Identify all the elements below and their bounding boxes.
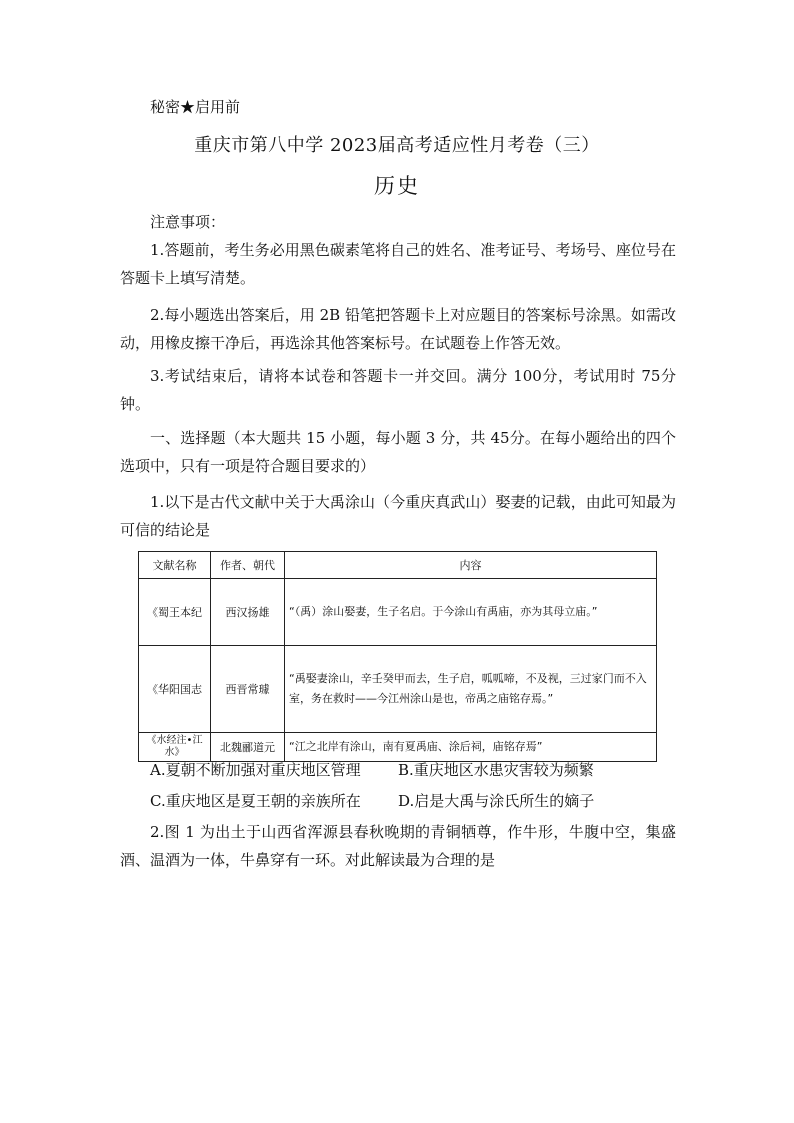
exam-title: 重庆市第八中学 2023届高考适应性月考卷（三） [194,135,600,156]
table-header-cell: 内容 [285,552,657,579]
notice-item-1: 1.答题前，考生务必用黑色碳素笔将自己的姓名、准考证号、考场号、座位号在答题卡上填写清楚。 [120,241,676,287]
reference-table [138,551,657,762]
source-author: 西汉扬雄 [211,579,285,646]
notice-item-3: 3.考试结束后，请将本试卷和答题卡一并交回。满分 100分，考试用时 75分钟。 [120,367,676,413]
question-1-stem: 1.以下是古代文献中关于大禹涂山（今重庆真武山）娶妻的记载，由此可知最为可信的结论是 [120,493,676,539]
notice-item-2: 2.每小题选出答案后，用 2B 铅笔把答题卡上对应题目的答案标号涂黑。如需改动，用橡皮擦干净后，再选涂其他答案标号。在试题卷上作答无效。 [120,306,676,352]
table-row [139,579,657,646]
option-b[interactable]: B.重庆地区水患灾害较为频繁 [398,761,594,779]
source-name: 《水经注•江水》 [139,733,211,762]
subject-title: 历史 [374,174,420,198]
notice-heading: 注意事项： [150,213,226,231]
source-content: “江之北岸有涂山，南有夏禹庙、涂后祠，庙铭存焉” [285,733,657,762]
source-content: “（禹）涂山娶妻，生子名启。于今涂山有禹庙，亦为其母立庙。” [285,579,657,646]
option-c[interactable]: C.重庆地区是夏王朝的亲族所在 [150,792,361,810]
source-name: 《蜀王本纪 [139,579,211,646]
source-content: “禹娶妻涂山，辛壬癸甲而去，生子启，呱呱啼，不及视，三过家门而不入室，务在救时——今江州涂山是也，帝禹之庙铭存焉。” [285,646,657,733]
table-header-row [139,552,657,579]
table-row [139,646,657,733]
source-name: 《华阳国志 [139,646,211,733]
confidential-label: 秘密★启用前 [150,98,241,116]
section-intro: 一、选择题（本大题共 15 小题，每小题 3 分，共 45分。在每小题给出的四个选项中，只有一项是符合题目要求的） [120,429,676,475]
source-author: 北魏郦道元 [211,733,285,762]
table-header-cell: 文献名称 [139,552,211,579]
option-d[interactable]: D.启是大禹与涂氏所生的嫡子 [398,792,595,810]
option-a[interactable]: A.夏朝不断加强对重庆地区管理 [150,761,361,779]
options-row-2 [150,787,594,815]
question-2-stem: 2.图 1 为出土于山西省浑源县春秋晚期的青铜牺尊，作牛形，牛腹中空，集盛酒、温酒为一体，牛鼻穿有一环。对此解读最为合理的是 [120,823,676,869]
options-row-1 [150,756,594,784]
source-author: 西晋常璩 [211,646,285,733]
table-header-cell: 作者、朝代 [211,552,285,579]
